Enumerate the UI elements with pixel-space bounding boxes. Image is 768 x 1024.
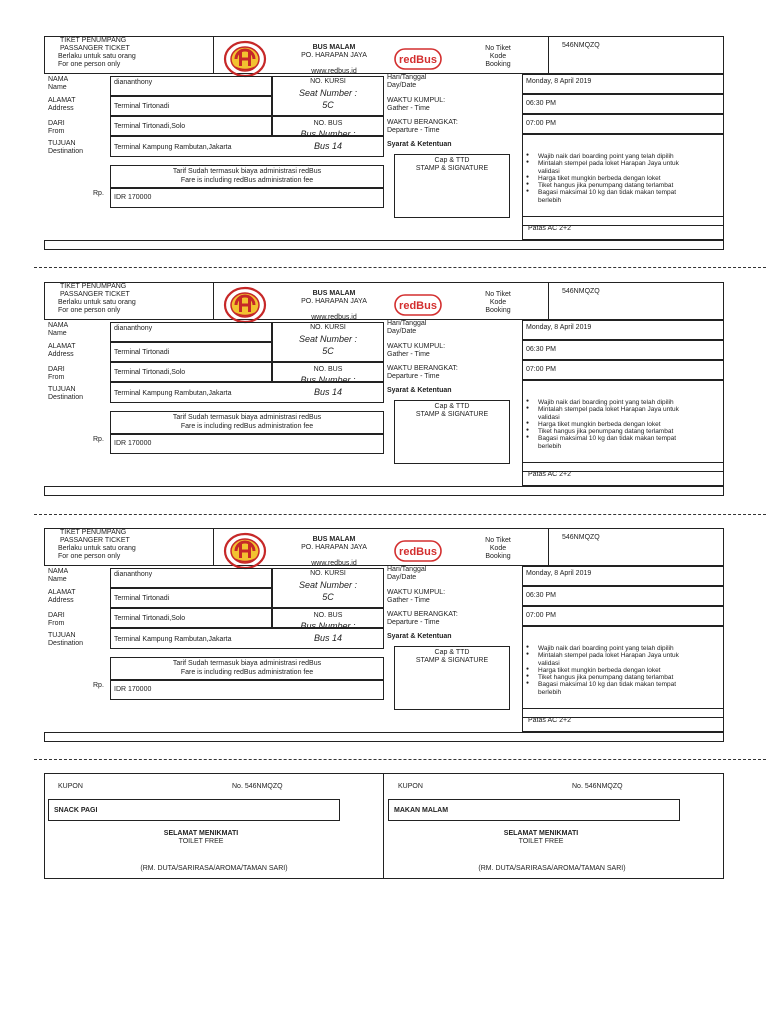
passenger-name: diananthony: [114, 325, 153, 332]
name-label-en: Name: [48, 330, 67, 337]
bus-ticket: [44, 36, 724, 250]
greeting: SELAMAT MENIKMATI: [163, 830, 239, 837]
name-label: NAMA: [48, 322, 69, 329]
terms-item: ● Tiket hangus jika penumpang datang terlambat: [526, 428, 686, 435]
destination-value: Terminal Kampung Rambutan,Jakarta: [114, 390, 232, 397]
from-label-en: From: [48, 128, 65, 135]
fare-value: IDR 170000: [114, 194, 152, 201]
ticket-title-en: PASSANGER TICKET: [60, 537, 130, 544]
terms-item: ● Harga tiket mungkin berbeda dengan loket: [526, 421, 686, 428]
seat-label-en: Seat Number :: [298, 334, 358, 344]
ticket-number: 546NMQZQ: [562, 288, 600, 295]
date-label: Hari/Tanggal: [387, 74, 427, 81]
passenger-name: diananthony: [114, 571, 153, 578]
currency-label: Rp.: [93, 436, 104, 443]
ticket-title-en: PASSANGER TICKET: [60, 291, 130, 298]
operator-name: PO. HARAPAN JAYA: [301, 52, 367, 59]
gather-time: 06:30 PM: [526, 592, 556, 599]
date-value: Monday, 8 April 2019: [526, 324, 592, 331]
ticket-title-en: PASSANGER TICKET: [60, 45, 130, 52]
gather-label-en: Gather - Time: [387, 351, 430, 358]
coupon-label: KUPON: [58, 783, 83, 790]
brand-name: redBus: [399, 300, 437, 312]
operator-label: BUS MALAM: [312, 44, 356, 51]
toilet-free: TOILET FREE: [518, 838, 564, 845]
address-label-en: Address: [48, 597, 74, 604]
seat-label: NO. KURSI: [310, 324, 346, 331]
date-value: Monday, 8 April 2019: [526, 78, 592, 85]
destination-label: TUJUAN: [48, 386, 76, 393]
harapan-jaya-logo: [222, 40, 268, 78]
bus-class: Patas AC 2+2: [528, 471, 572, 478]
booking-label-2: Booking: [485, 307, 511, 314]
valid-for-en: For one person only: [58, 307, 121, 314]
gather-time: 06:30 PM: [526, 346, 556, 353]
terms-item: ● Bagasi maksimal 10 kg dan tidak makan tempat berlebih: [526, 681, 686, 696]
ticket-number: 546NMQZQ: [562, 42, 600, 49]
brand-name: redBus: [399, 54, 437, 66]
website: www.redbus.id: [311, 560, 357, 567]
date-value: Monday, 8 April 2019: [526, 570, 592, 577]
bus-label: NO. BUS: [313, 612, 343, 619]
bus-ticket: [44, 282, 724, 496]
booking-label: Kode: [489, 53, 507, 60]
terms-list: [526, 153, 686, 204]
terms-item: ● Bagasi maksimal 10 kg dan tidak makan tempat berlebih: [526, 435, 686, 450]
coupon-number: No. 546NMQZQ: [572, 783, 623, 790]
from-label-en: From: [48, 620, 65, 627]
terms-list: [526, 399, 686, 450]
ticket-footer: [44, 486, 724, 496]
bus-label: NO. BUS: [313, 120, 343, 127]
from-value: Terminal Tirtonadi,Solo: [114, 123, 186, 130]
ticket-footer: [44, 240, 724, 250]
address-value: Terminal Tirtonadi: [114, 595, 170, 602]
booking-label: Kode: [489, 545, 507, 552]
address-value: Terminal Tirtonadi: [114, 349, 170, 356]
bus-label-en: Bus Number :: [300, 375, 356, 385]
from-label: DARI: [48, 120, 65, 127]
valid-for-en: For one person only: [58, 61, 121, 68]
seat-number: 5C: [322, 100, 334, 110]
ticket-no-label: No Tiket: [485, 45, 511, 52]
departure-time: 07:00 PM: [526, 120, 556, 127]
stamp-label-en: STAMP & SIGNATURE: [415, 165, 489, 172]
booking-label-2: Booking: [485, 553, 511, 560]
cut-line: [34, 514, 766, 515]
from-value: Terminal Tirtonadi,Solo: [114, 369, 186, 376]
bus-number: Bus 14: [313, 141, 343, 151]
redbus-logo: [394, 47, 442, 71]
valid-for: Berlaku untuk satu orang: [58, 545, 136, 552]
gather-label: WAKTU KUMPUL:: [387, 589, 446, 596]
fare-value: IDR 170000: [114, 440, 152, 447]
valid-for-en: For one person only: [58, 553, 121, 560]
destination-label-en: Destination: [48, 394, 84, 401]
operator-label: BUS MALAM: [312, 536, 356, 543]
ticket-number: 546NMQZQ: [562, 534, 600, 541]
destination-value: Terminal Kampung Rambutan,Jakarta: [114, 636, 232, 643]
operator-name: PO. HARAPAN JAYA: [301, 298, 367, 305]
destination-value: Terminal Kampung Rambutan,Jakarta: [114, 144, 232, 151]
name-label-en: Name: [48, 84, 67, 91]
date-label-en: Day/Date: [387, 574, 417, 581]
booking-label-2: Booking: [485, 61, 511, 68]
gather-label: WAKTU KUMPUL:: [387, 343, 446, 350]
terms-item: ● Mintalah stempel pada loket Harapan Jaya untuk validasi: [526, 652, 686, 667]
gather-time: 06:30 PM: [526, 100, 556, 107]
date-label-en: Day/Date: [387, 82, 417, 89]
address-label-en: Address: [48, 351, 74, 358]
fare-note: Tarif Sudah termasuk biaya administrasi redBus: [172, 414, 322, 421]
address-label: ALAMAT: [48, 589, 76, 596]
cut-line: [34, 759, 766, 760]
fare-note-en: Fare is including redBus administration fee: [180, 669, 314, 676]
gather-label-en: Gather - Time: [387, 597, 430, 604]
bus-class: Patas AC 2+2: [528, 717, 572, 724]
terms-item: ● Harga tiket mungkin berbeda dengan loket: [526, 667, 686, 674]
seat-number: 5C: [322, 346, 334, 356]
date-label-en: Day/Date: [387, 328, 417, 335]
terms-item: ● Tiket hangus jika penumpang datang terlambat: [526, 674, 686, 681]
from-value: Terminal Tirtonadi,Solo: [114, 615, 186, 622]
operator-name: PO. HARAPAN JAYA: [301, 544, 367, 551]
destination-label: TUJUAN: [48, 632, 76, 639]
seat-label: NO. KURSI: [310, 78, 346, 85]
address-value: Terminal Tirtonadi: [114, 103, 170, 110]
terms-label: Syarat & Ketentuan: [387, 633, 452, 640]
bus-label-en: Bus Number :: [300, 621, 356, 631]
coupon-label: KUPON: [398, 783, 423, 790]
currency-label: Rp.: [93, 682, 104, 689]
stamp-label: Cap & TTD: [434, 157, 470, 164]
redbus-logo: [394, 293, 442, 317]
address-label: ALAMAT: [48, 97, 76, 104]
address-label-en: Address: [48, 105, 74, 112]
stamp-label-en: STAMP & SIGNATURE: [415, 411, 489, 418]
name-label-en: Name: [48, 576, 67, 583]
seat-number: 5C: [322, 592, 334, 602]
seat-label-en: Seat Number :: [298, 88, 358, 98]
terms-item: ● Wajib naik dari boarding point yang telah dipilih: [526, 645, 686, 652]
ticket-title: TIKET PENUMPANG: [60, 529, 127, 536]
date-label: Hari/Tanggal: [387, 320, 427, 327]
destination-label-en: Destination: [48, 640, 84, 647]
departure-time: 07:00 PM: [526, 366, 556, 373]
from-label: DARI: [48, 612, 65, 619]
terms-label: Syarat & Ketentuan: [387, 387, 452, 394]
bus-number: Bus 14: [313, 387, 343, 397]
bus-label: NO. BUS: [313, 366, 343, 373]
ticket-no-label: No Tiket: [485, 537, 511, 544]
fare-note: Tarif Sudah termasuk biaya administrasi redBus: [172, 168, 322, 175]
operator-label: BUS MALAM: [312, 290, 356, 297]
name-label: NAMA: [48, 76, 69, 83]
seat-label-en: Seat Number :: [298, 580, 358, 590]
website: www.redbus.id: [311, 68, 357, 75]
bus-number: Bus 14: [313, 633, 343, 643]
harapan-jaya-logo: [222, 532, 268, 570]
terms-item: ● Wajib naik dari boarding point yang telah dipilih: [526, 399, 686, 406]
greeting: SELAMAT MENIKMATI: [503, 830, 579, 837]
restaurant-list: (RM. DUTA/SARIRASA/AROMA/TAMAN SARI): [478, 865, 626, 872]
coupon-left: [44, 773, 385, 879]
stamp-label: Cap & TTD: [434, 649, 470, 656]
departure-label: WAKTU BERANGKAT:: [387, 119, 458, 126]
terms-item: ● Mintalah stempel pada loket Harapan Jaya untuk validasi: [526, 160, 686, 175]
from-label: DARI: [48, 366, 65, 373]
departure-label-en: Departure - Time: [387, 127, 440, 134]
bus-ticket: [44, 528, 724, 742]
meal-type: SNACK PAGI: [54, 807, 98, 814]
name-label: NAMA: [48, 568, 69, 575]
destination-label-en: Destination: [48, 148, 84, 155]
terms-item: ● Wajib naik dari boarding point yang telah dipilih: [526, 153, 686, 160]
terms-item: ● Bagasi maksimal 10 kg dan tidak makan tempat berlebih: [526, 189, 686, 204]
terms-item: ● Harga tiket mungkin berbeda dengan loket: [526, 175, 686, 182]
coupon-number: No. 546NMQZQ: [232, 783, 283, 790]
meal-type: MAKAN MALAM: [394, 807, 449, 814]
booking-label: Kode: [489, 299, 507, 306]
gather-label-en: Gather - Time: [387, 105, 430, 112]
stamp-label-en: STAMP & SIGNATURE: [415, 657, 489, 664]
fare-note-en: Fare is including redBus administration fee: [180, 177, 314, 184]
bus-class: Patas AC 2+2: [528, 225, 572, 232]
toilet-free: TOILET FREE: [178, 838, 224, 845]
ticket-footer: [44, 732, 724, 742]
terms-item: ● Tiket hangus jika penumpang datang terlambat: [526, 182, 686, 189]
currency-label: Rp.: [93, 190, 104, 197]
redbus-logo: [394, 539, 442, 563]
cut-line: [34, 267, 766, 268]
departure-label-en: Departure - Time: [387, 619, 440, 626]
date-label: Hari/Tanggal: [387, 566, 427, 573]
brand-name: redBus: [399, 546, 437, 558]
fare-note-en: Fare is including redBus administration fee: [180, 423, 314, 430]
website: www.redbus.id: [311, 314, 357, 321]
terms-item: ● Mintalah stempel pada loket Harapan Jaya untuk validasi: [526, 406, 686, 421]
address-label: ALAMAT: [48, 343, 76, 350]
fare-value: IDR 170000: [114, 686, 152, 693]
ticket-title: TIKET PENUMPANG: [60, 37, 127, 44]
terms-list: [526, 645, 686, 696]
coupon-right: [384, 773, 725, 879]
harapan-jaya-logo: [222, 286, 268, 324]
valid-for: Berlaku untuk satu orang: [58, 53, 136, 60]
stamp-label: Cap & TTD: [434, 403, 470, 410]
departure-label: WAKTU BERANGKAT:: [387, 365, 458, 372]
fare-note: Tarif Sudah termasuk biaya administrasi redBus: [172, 660, 322, 667]
ticket-title: TIKET PENUMPANG: [60, 283, 127, 290]
valid-for: Berlaku untuk satu orang: [58, 299, 136, 306]
bus-label-en: Bus Number :: [300, 129, 356, 139]
terms-label: Syarat & Ketentuan: [387, 141, 452, 148]
seat-label: NO. KURSI: [310, 570, 346, 577]
departure-time: 07:00 PM: [526, 612, 556, 619]
gather-label: WAKTU KUMPUL:: [387, 97, 446, 104]
departure-label: WAKTU BERANGKAT:: [387, 611, 458, 618]
restaurant-list: (RM. DUTA/SARIRASA/AROMA/TAMAN SARI): [140, 865, 288, 872]
destination-label: TUJUAN: [48, 140, 76, 147]
ticket-no-label: No Tiket: [485, 291, 511, 298]
from-label-en: From: [48, 374, 65, 381]
departure-label-en: Departure - Time: [387, 373, 440, 380]
passenger-name: diananthony: [114, 79, 153, 86]
